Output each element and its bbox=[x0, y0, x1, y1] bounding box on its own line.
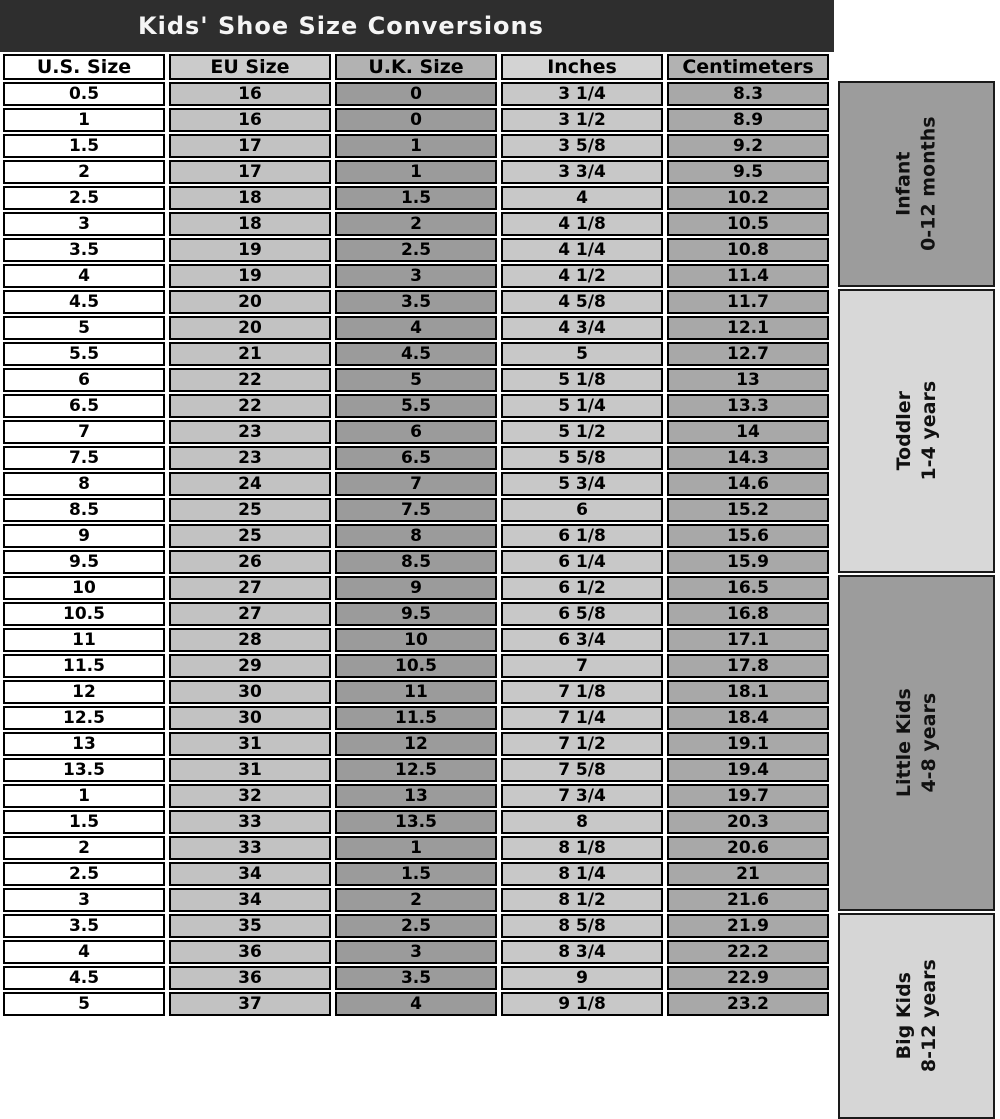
table-cell: 4 bbox=[335, 316, 497, 340]
table-cell: 15.2 bbox=[667, 498, 829, 522]
table-cell: 0.5 bbox=[3, 82, 165, 106]
table-cell: 17.8 bbox=[667, 654, 829, 678]
table-cell: 10.2 bbox=[667, 186, 829, 210]
header-row bbox=[3, 54, 829, 80]
table-cell: 4 3/4 bbox=[501, 316, 663, 340]
table-cell: 2 bbox=[335, 212, 497, 236]
table-row bbox=[3, 914, 829, 938]
table-cell: 14.6 bbox=[667, 472, 829, 496]
table-cell: 6 1/8 bbox=[501, 524, 663, 548]
table-row bbox=[3, 238, 829, 262]
table-cell: 5 bbox=[3, 992, 165, 1016]
age-group-label: Little Kids 4-8 years bbox=[892, 688, 940, 798]
table-cell: 5 bbox=[335, 368, 497, 392]
table-cell: 23 bbox=[169, 420, 331, 444]
table-cell: 4.5 bbox=[335, 342, 497, 366]
age-group-little-kids bbox=[838, 575, 995, 911]
table-cell: 18 bbox=[169, 186, 331, 210]
table-cell: 5 1/8 bbox=[501, 368, 663, 392]
table-cell: 10.5 bbox=[3, 602, 165, 626]
table-cell: 34 bbox=[169, 862, 331, 886]
size-table-body bbox=[3, 82, 829, 1016]
table-cell: 31 bbox=[169, 732, 331, 756]
age-group-label: Infant 0-12 months bbox=[892, 116, 940, 252]
table-row bbox=[3, 134, 829, 158]
table-cell: 5 bbox=[501, 342, 663, 366]
table-cell: 9 1/8 bbox=[501, 992, 663, 1016]
table-cell: 11.5 bbox=[3, 654, 165, 678]
table-row bbox=[3, 316, 829, 340]
table-cell: 21 bbox=[169, 342, 331, 366]
table-cell: 12.5 bbox=[335, 758, 497, 782]
table-cell: 13 bbox=[3, 732, 165, 756]
table-cell: 7.5 bbox=[3, 446, 165, 470]
table-cell: 22 bbox=[169, 394, 331, 418]
table-cell: 9.5 bbox=[3, 550, 165, 574]
table-row bbox=[3, 784, 829, 808]
table-cell: 17 bbox=[169, 134, 331, 158]
table-cell: 27 bbox=[169, 602, 331, 626]
table-row bbox=[3, 862, 829, 886]
table-cell: 16.8 bbox=[667, 602, 829, 626]
table-cell: 13 bbox=[335, 784, 497, 808]
table-cell: 11 bbox=[335, 680, 497, 704]
table-row bbox=[3, 420, 829, 444]
table-cell: 8 bbox=[335, 524, 497, 548]
table-cell: 11.7 bbox=[667, 290, 829, 314]
table-row bbox=[3, 602, 829, 626]
table-cell: 2 bbox=[3, 160, 165, 184]
table-cell: 22 bbox=[169, 368, 331, 392]
age-group-label: Big Kids 8-12 years bbox=[892, 959, 940, 1073]
table-cell: 21.9 bbox=[667, 914, 829, 938]
table-cell: 4 5/8 bbox=[501, 290, 663, 314]
table-cell: 4 bbox=[335, 992, 497, 1016]
table-row bbox=[3, 654, 829, 678]
age-group-label: Toddler 1-4 years bbox=[892, 381, 940, 481]
table-cell: 1 bbox=[335, 160, 497, 184]
table-cell: 26 bbox=[169, 550, 331, 574]
table-cell: 17 bbox=[169, 160, 331, 184]
table-row bbox=[3, 576, 829, 600]
table-row bbox=[3, 82, 829, 106]
table-cell: 10 bbox=[3, 576, 165, 600]
column-header: Inches bbox=[501, 54, 663, 80]
age-group-big-kids bbox=[838, 913, 995, 1119]
table-cell: 11.4 bbox=[667, 264, 829, 288]
table-cell: 4 bbox=[501, 186, 663, 210]
table-cell: 20 bbox=[169, 316, 331, 340]
table-row bbox=[3, 628, 829, 652]
table-cell: 9 bbox=[501, 966, 663, 990]
table-cell: 5 1/4 bbox=[501, 394, 663, 418]
table-cell: 37 bbox=[169, 992, 331, 1016]
table-cell: 18.1 bbox=[667, 680, 829, 704]
table-cell: 24 bbox=[169, 472, 331, 496]
table-row bbox=[3, 706, 829, 730]
table-cell: 12.1 bbox=[667, 316, 829, 340]
table-cell: 3 bbox=[335, 940, 497, 964]
table-cell: 28 bbox=[169, 628, 331, 652]
table-row bbox=[3, 212, 829, 236]
column-header: U.S. Size bbox=[3, 54, 165, 80]
table-cell: 1 bbox=[335, 836, 497, 860]
table-cell: 36 bbox=[169, 940, 331, 964]
table-cell: 19 bbox=[169, 238, 331, 262]
table-cell: 11.5 bbox=[335, 706, 497, 730]
table-cell: 1.5 bbox=[335, 862, 497, 886]
table-row bbox=[3, 524, 829, 548]
table-cell: 3.5 bbox=[3, 238, 165, 262]
table-cell: 5 3/4 bbox=[501, 472, 663, 496]
table-cell: 0 bbox=[335, 82, 497, 106]
table-cell: 5.5 bbox=[3, 342, 165, 366]
table-cell: 3 bbox=[3, 888, 165, 912]
table-cell: 5.5 bbox=[335, 394, 497, 418]
table-cell: 7 bbox=[335, 472, 497, 496]
table-cell: 4 1/8 bbox=[501, 212, 663, 236]
table-cell: 34 bbox=[169, 888, 331, 912]
table-row bbox=[3, 394, 829, 418]
table-cell: 13 bbox=[667, 368, 829, 392]
table-cell: 20.6 bbox=[667, 836, 829, 860]
table-cell: 2.5 bbox=[335, 238, 497, 262]
table-cell: 6 5/8 bbox=[501, 602, 663, 626]
table-cell: 2.5 bbox=[3, 186, 165, 210]
table-cell: 36 bbox=[169, 966, 331, 990]
table-cell: 18 bbox=[169, 212, 331, 236]
table-cell: 7 1/2 bbox=[501, 732, 663, 756]
table-cell: 1 bbox=[3, 784, 165, 808]
table-cell: 4 bbox=[3, 940, 165, 964]
table-cell: 7 1/4 bbox=[501, 706, 663, 730]
table-cell: 1 bbox=[3, 108, 165, 132]
table-cell: 21.6 bbox=[667, 888, 829, 912]
table-row bbox=[3, 888, 829, 912]
table-cell: 13.5 bbox=[335, 810, 497, 834]
table-cell: 0 bbox=[335, 108, 497, 132]
table-cell: 29 bbox=[169, 654, 331, 678]
table-cell: 5 5/8 bbox=[501, 446, 663, 470]
age-group-infant bbox=[838, 81, 995, 287]
table-row bbox=[3, 758, 829, 782]
title-bar bbox=[0, 0, 834, 52]
table-cell: 4 bbox=[3, 264, 165, 288]
table-cell: 2 bbox=[335, 888, 497, 912]
table-cell: 20 bbox=[169, 290, 331, 314]
table-cell: 2.5 bbox=[335, 914, 497, 938]
table-cell: 9 bbox=[3, 524, 165, 548]
size-conversion-table bbox=[0, 52, 833, 1018]
table-cell: 8 5/8 bbox=[501, 914, 663, 938]
table-cell: 1.5 bbox=[3, 810, 165, 834]
column-header: Centimeters bbox=[667, 54, 829, 80]
table-cell: 7.5 bbox=[335, 498, 497, 522]
table-row bbox=[3, 836, 829, 860]
table-cell: 16 bbox=[169, 82, 331, 106]
table-cell: 35 bbox=[169, 914, 331, 938]
table-cell: 5 bbox=[3, 316, 165, 340]
table-cell: 11 bbox=[3, 628, 165, 652]
table-cell: 20.3 bbox=[667, 810, 829, 834]
table-cell: 31 bbox=[169, 758, 331, 782]
table-cell: 12 bbox=[335, 732, 497, 756]
table-cell: 5 1/2 bbox=[501, 420, 663, 444]
table-cell: 8 1/2 bbox=[501, 888, 663, 912]
table-cell: 22.2 bbox=[667, 940, 829, 964]
table-cell: 21 bbox=[667, 862, 829, 886]
table-cell: 3 1/4 bbox=[501, 82, 663, 106]
table-cell: 12 bbox=[3, 680, 165, 704]
table-cell: 3.5 bbox=[335, 290, 497, 314]
table-row bbox=[3, 186, 829, 210]
table-cell: 8 3/4 bbox=[501, 940, 663, 964]
table-cell: 2 bbox=[3, 836, 165, 860]
table-cell: 9.5 bbox=[335, 602, 497, 626]
table-cell: 10.5 bbox=[667, 212, 829, 236]
table-cell: 10 bbox=[335, 628, 497, 652]
table-cell: 4 1/4 bbox=[501, 238, 663, 262]
table-row bbox=[3, 810, 829, 834]
table-row bbox=[3, 992, 829, 1016]
table-cell: 22.9 bbox=[667, 966, 829, 990]
table-cell: 9.5 bbox=[667, 160, 829, 184]
table-cell: 1.5 bbox=[3, 134, 165, 158]
column-header: EU Size bbox=[169, 54, 331, 80]
table-cell: 23.2 bbox=[667, 992, 829, 1016]
table-cell: 13.5 bbox=[3, 758, 165, 782]
table-row bbox=[3, 732, 829, 756]
table-cell: 7 bbox=[501, 654, 663, 678]
table-cell: 6 bbox=[3, 368, 165, 392]
table-row bbox=[3, 472, 829, 496]
table-cell: 6 3/4 bbox=[501, 628, 663, 652]
table-cell: 3 5/8 bbox=[501, 134, 663, 158]
table-cell: 25 bbox=[169, 498, 331, 522]
table-cell: 4.5 bbox=[3, 290, 165, 314]
table-cell: 6 bbox=[335, 420, 497, 444]
table-row bbox=[3, 290, 829, 314]
table-row bbox=[3, 550, 829, 574]
table-cell: 17.1 bbox=[667, 628, 829, 652]
table-cell: 27 bbox=[169, 576, 331, 600]
table-cell: 16.5 bbox=[667, 576, 829, 600]
table-cell: 10.8 bbox=[667, 238, 829, 262]
table-cell: 6 1/4 bbox=[501, 550, 663, 574]
table-row bbox=[3, 680, 829, 704]
table-row bbox=[3, 966, 829, 990]
table-cell: 1.5 bbox=[335, 186, 497, 210]
table-cell: 12.7 bbox=[667, 342, 829, 366]
table-cell: 32 bbox=[169, 784, 331, 808]
table-cell: 8.3 bbox=[667, 82, 829, 106]
table-cell: 10.5 bbox=[335, 654, 497, 678]
page-title: Kids' Shoe Size Conversions bbox=[138, 12, 544, 40]
table-cell: 30 bbox=[169, 680, 331, 704]
table-cell: 6 1/2 bbox=[501, 576, 663, 600]
table-cell: 12.5 bbox=[3, 706, 165, 730]
column-header: U.K. Size bbox=[335, 54, 497, 80]
table-cell: 15.6 bbox=[667, 524, 829, 548]
table-cell: 4 1/2 bbox=[501, 264, 663, 288]
table-cell: 3.5 bbox=[3, 914, 165, 938]
table-cell: 8 bbox=[3, 472, 165, 496]
table-cell: 19 bbox=[169, 264, 331, 288]
table-cell: 6.5 bbox=[3, 394, 165, 418]
table-cell: 7 1/8 bbox=[501, 680, 663, 704]
table-cell: 2.5 bbox=[3, 862, 165, 886]
table-cell: 8.9 bbox=[667, 108, 829, 132]
table-cell: 3 3/4 bbox=[501, 160, 663, 184]
table-row bbox=[3, 342, 829, 366]
table-cell: 8.5 bbox=[3, 498, 165, 522]
table-cell: 25 bbox=[169, 524, 331, 548]
table-cell: 6.5 bbox=[335, 446, 497, 470]
table-cell: 19.1 bbox=[667, 732, 829, 756]
table-cell: 8 1/8 bbox=[501, 836, 663, 860]
table-cell: 30 bbox=[169, 706, 331, 730]
table-cell: 33 bbox=[169, 836, 331, 860]
table-cell: 15.9 bbox=[667, 550, 829, 574]
table-cell: 14.3 bbox=[667, 446, 829, 470]
table-row bbox=[3, 264, 829, 288]
table-row bbox=[3, 446, 829, 470]
table-row bbox=[3, 108, 829, 132]
age-group-toddler bbox=[838, 289, 995, 573]
table-cell: 13.3 bbox=[667, 394, 829, 418]
table-cell: 8 1/4 bbox=[501, 862, 663, 886]
table-cell: 19.4 bbox=[667, 758, 829, 782]
table-cell: 16 bbox=[169, 108, 331, 132]
table-cell: 9 bbox=[335, 576, 497, 600]
table-cell: 3.5 bbox=[335, 966, 497, 990]
table-cell: 7 bbox=[3, 420, 165, 444]
table-row bbox=[3, 368, 829, 392]
table-cell: 6 bbox=[501, 498, 663, 522]
table-cell: 33 bbox=[169, 810, 331, 834]
table-row bbox=[3, 940, 829, 964]
table-cell: 3 1/2 bbox=[501, 108, 663, 132]
table-row bbox=[3, 160, 829, 184]
table-cell: 3 bbox=[335, 264, 497, 288]
table-cell: 19.7 bbox=[667, 784, 829, 808]
table-cell: 14 bbox=[667, 420, 829, 444]
table-cell: 8.5 bbox=[335, 550, 497, 574]
table-cell: 7 3/4 bbox=[501, 784, 663, 808]
table-cell: 1 bbox=[335, 134, 497, 158]
table-row bbox=[3, 498, 829, 522]
table-cell: 8 bbox=[501, 810, 663, 834]
table-cell: 7 5/8 bbox=[501, 758, 663, 782]
table-cell: 18.4 bbox=[667, 706, 829, 730]
table-cell: 23 bbox=[169, 446, 331, 470]
table-cell: 4.5 bbox=[3, 966, 165, 990]
table-cell: 3 bbox=[3, 212, 165, 236]
table-cell: 9.2 bbox=[667, 134, 829, 158]
